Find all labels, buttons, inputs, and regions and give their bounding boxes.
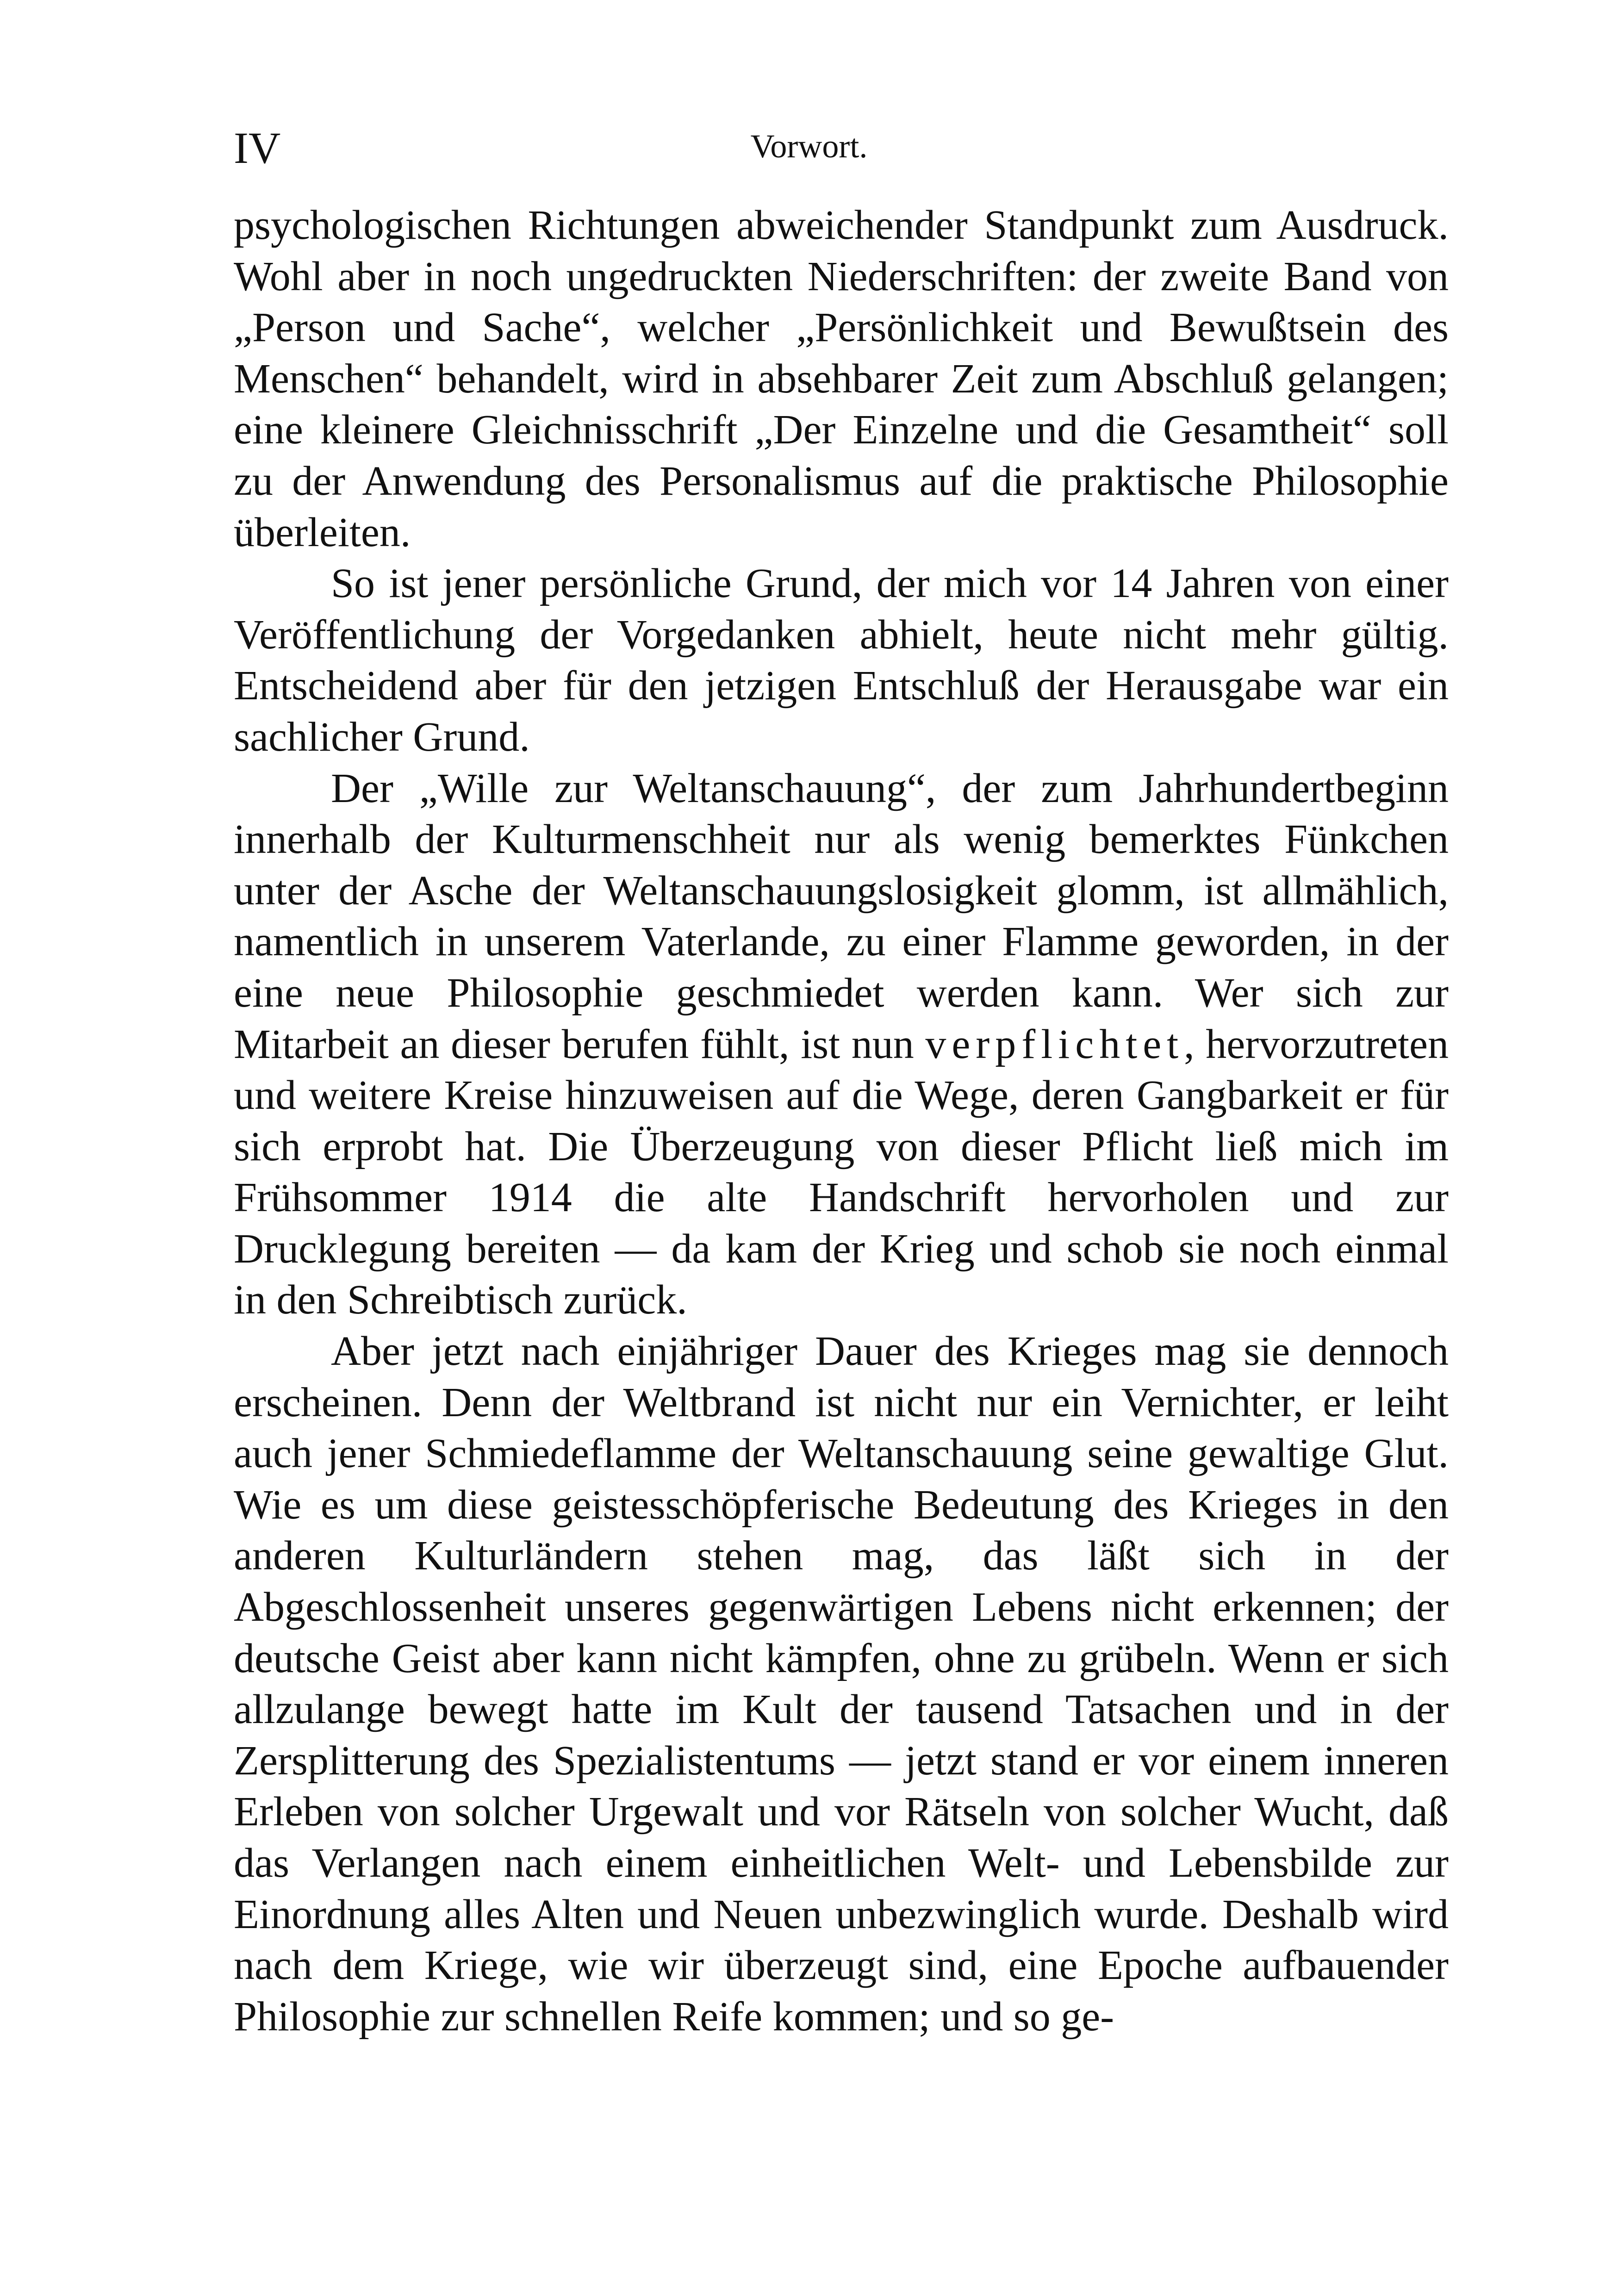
spaced-emphasis: verpflichtet xyxy=(925,1021,1184,1067)
text-line: anderen Kulturländern stehen mag, das läßt sich in der xyxy=(234,1533,1449,1579)
paragraph-first-line: So ist jener persönliche Grund, der mich vor 14 Jahren von einer xyxy=(331,560,1449,607)
text-line: Veröffentlichung der Vorgedanken abhielt, heute nicht mehr gültig. xyxy=(234,611,1449,658)
text-line: unter der Asche der Weltanschauungslosigkeit glomm, ist allmählich, xyxy=(234,867,1449,914)
text-line: deutsche Geist aber kann nicht kämpfen, ohne zu grübeln. Wenn er sich xyxy=(234,1635,1449,1681)
text-line: das Verlangen nach einem einheitlichen Welt- und Lebensbilde zur xyxy=(234,1840,1449,1886)
text-line: erscheinen. Denn der Weltbrand ist nicht nur ein Vernichter, er leiht xyxy=(234,1379,1449,1425)
text-line: innerhalb der Kulturmenschheit nur als wenig bemerktes Fünkchen xyxy=(234,816,1449,863)
page-number: IV xyxy=(234,123,281,173)
text-segment: Mitarbeit an dieser berufen fühlt, ist nun xyxy=(234,1021,926,1067)
text-segment: , hervorzutreten xyxy=(1184,1021,1449,1067)
text-line: eine neue Philosophie geschmiedet werden kann. Wer sich zur xyxy=(234,970,1449,1016)
text-line: Wohl aber in noch ungedruckten Niederschriften: der zweite Band von xyxy=(234,253,1449,299)
text-line: allzulange bewegt hatte im Kult der tausend Tatsachen und in der xyxy=(234,1686,1449,1733)
text-line: sich erprobt hat. Die Überzeugung von dieser Pflicht ließ mich im xyxy=(234,1123,1449,1170)
text-line: „Person und Sache“, welcher „Persönlichkeit und Bewußtsein des xyxy=(234,305,1449,351)
text-line: namentlich in unserem Vaterlande, zu einer Flamme geworden, in der xyxy=(234,919,1449,965)
paragraph-end-line: überleiten. xyxy=(234,509,411,555)
text-line: Entscheidend aber für den jetzigen Entschluß der Herausgabe war ein xyxy=(234,663,1449,709)
text-line: Frühsommer 1914 die alte Handschrift hervorholen und zur xyxy=(234,1175,1449,1221)
text-line: Drucklegung bereiten — da kam der Krieg und schob sie noch einmal xyxy=(234,1226,1449,1272)
text-line-with-emphasis xyxy=(234,1019,1449,1070)
text-line: Erleben von solcher Urgewalt und vor Rätseln von solcher Wucht, daß xyxy=(234,1789,1449,1835)
running-title: Vorwort. xyxy=(750,128,868,165)
text-line: Menschen“ behandelt, wird in absehbarer Zeit zum Abschluß gelangen; xyxy=(234,355,1449,402)
paragraph-first-line: Aber jetzt nach einjähriger Dauer des Krieges mag sie dennoch xyxy=(331,1328,1449,1375)
text-line: Abgeschlossenheit unseres gegenwärtigen Lebens nicht erkennen; der xyxy=(234,1584,1449,1630)
text-line: psychologischen Richtungen abweichender Standpunkt zum Ausdruck. xyxy=(234,202,1449,248)
paragraph-end-line: sachlicher Grund. xyxy=(234,714,530,760)
paragraph-end-line: in den Schreibtisch zurück. xyxy=(234,1277,687,1323)
text-line: zu der Anwendung des Personalismus auf die praktische Philosophie xyxy=(234,458,1449,504)
text-line: nach dem Kriege, wie wir überzeugt sind, eine Epoche aufbauender xyxy=(234,1942,1449,1989)
body-text xyxy=(234,200,1449,2042)
paragraph-first-line: Der „Wille zur Weltanschauung“, der zum Jahrhundertbeginn xyxy=(331,765,1449,811)
text-line: und weitere Kreise hinzuweisen auf die Wege, deren Gangbarkeit er für xyxy=(234,1072,1449,1119)
text-line: auch jener Schmiedeflamme der Weltanschauung seine gewaltige Glut. xyxy=(234,1431,1449,1477)
text-line: Zersplitterung des Spezialistentums — jetzt stand er vor einem inneren xyxy=(234,1737,1449,1784)
page-end-line: Philosophie zur schnellen Reife kommen; und so ge- xyxy=(234,1993,1114,2040)
text-line: Wie es um diese geistesschöpferische Bedeutung des Krieges in den xyxy=(234,1481,1449,1528)
text-line: eine kleinere Gleichnisschrift „Der Einzelne und die Gesamtheit“ soll xyxy=(234,407,1449,453)
text-line: Einordnung alles Alten und Neuen unbezwinglich wurde. Deshalb wird xyxy=(234,1891,1449,1937)
